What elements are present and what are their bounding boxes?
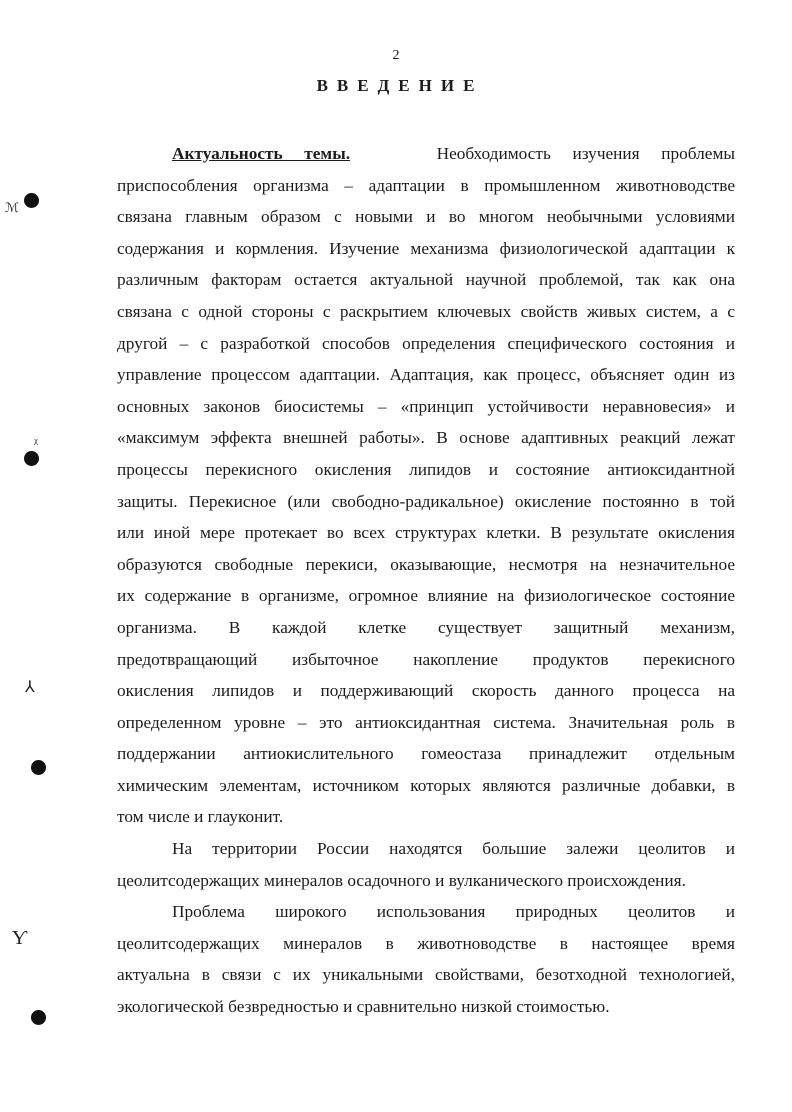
binding-hole bbox=[24, 451, 39, 466]
binding-hole bbox=[31, 760, 46, 775]
paragraph-line: организма. В каждой клетке существует защитный механизм, bbox=[117, 617, 735, 637]
margin-mark: ⅄ bbox=[25, 679, 35, 696]
binding-hole bbox=[24, 193, 39, 208]
paragraph-line: или иной мере протекает во всех структурах клетки. В результате окисления bbox=[117, 523, 735, 543]
paragraph-line: связана главным образом с новыми и во многом необычными условиями bbox=[117, 207, 735, 227]
paragraph-line: связана с одной стороны с раскрытием ключевых свойств живых систем, а с bbox=[117, 301, 735, 321]
paragraph-line: содержания и кормления. Изучение механизма физиологической адаптации к bbox=[117, 238, 735, 258]
binding-hole bbox=[31, 1010, 46, 1025]
paragraph-line: процессы перекисного окисления липидов и состояние антиоксидантной bbox=[117, 459, 735, 479]
paragraph-line: том числе и глауконит. bbox=[117, 807, 284, 827]
paragraph-line: актуальна в связи с их уникальными свойствами, безотходной технологией, bbox=[117, 965, 735, 985]
paragraph-line: На территории России находятся большие залежи цеолитов и bbox=[172, 839, 735, 859]
paragraph-line: приспособления организма – адаптации в промышленном животноводстве bbox=[117, 175, 735, 195]
paragraph-line: защиты. Перекисное (или свободно-радикальное) окисление постоянно в той bbox=[117, 491, 735, 511]
paragraph-line: предотвращающий избыточное накопление продуктов перекисного bbox=[117, 649, 735, 669]
margin-mark: ᵡ bbox=[34, 436, 38, 451]
paragraph-line: определенном уровне – это антиоксидантная система. Значительная роль в bbox=[117, 712, 735, 732]
paragraph-line: образуются свободные перекиси, оказывающие, несмотря на незначительное bbox=[117, 554, 735, 574]
margin-mark: Ƴ bbox=[12, 927, 28, 949]
page-title: ВВЕДЕНИЕ bbox=[316, 76, 484, 95]
document-body bbox=[117, 138, 735, 1023]
paragraph-line: окисления липидов и поддерживающий скорость данного процесса на bbox=[117, 681, 735, 701]
paragraph-line: цеолитсодержащих минералов в животноводстве в настоящее время bbox=[117, 933, 735, 953]
paragraph-line: поддержании антиокислительного гомеостаза принадлежит отдельным bbox=[117, 744, 735, 764]
paragraph-line: другой – с разработкой способов определения специфического состояния и bbox=[117, 333, 735, 353]
paragraph-line: химическим элементам, источником которых являются различные добавки, в bbox=[117, 775, 735, 795]
line-text: Необходимость изучения проблемы bbox=[436, 144, 736, 163]
paragraph-line: управление процессом адаптации. Адаптация, как процесс, объясняет один из bbox=[117, 365, 735, 385]
paragraph-line: экологической безвредностью и сравнительно низкой стоимостью. bbox=[117, 997, 610, 1017]
paragraph-line: различным факторам остается актуальной научной проблемой, так как она bbox=[117, 270, 735, 290]
paragraph-line: Проблема широкого использования природных цеолитов и bbox=[172, 902, 735, 922]
paragraph-line: «максимум эффекта внешней работы». В основе адаптивных реакций лежат bbox=[117, 428, 735, 448]
section-heading: Актуальность темы. bbox=[172, 144, 351, 163]
paragraph-line bbox=[117, 138, 735, 170]
page-number: 2 bbox=[392, 48, 400, 63]
margin-mark: ℳ bbox=[5, 200, 19, 215]
paragraph-line: основных законов биосистемы – «принцип устойчивости неравновесия» и bbox=[117, 396, 735, 416]
paragraph-line: цеолитсодержащих минералов осадочного и вулканического происхождения. bbox=[117, 870, 686, 890]
paragraph-line: их содержание в организме, огромное влияние на физиологическое состояние bbox=[117, 586, 735, 606]
